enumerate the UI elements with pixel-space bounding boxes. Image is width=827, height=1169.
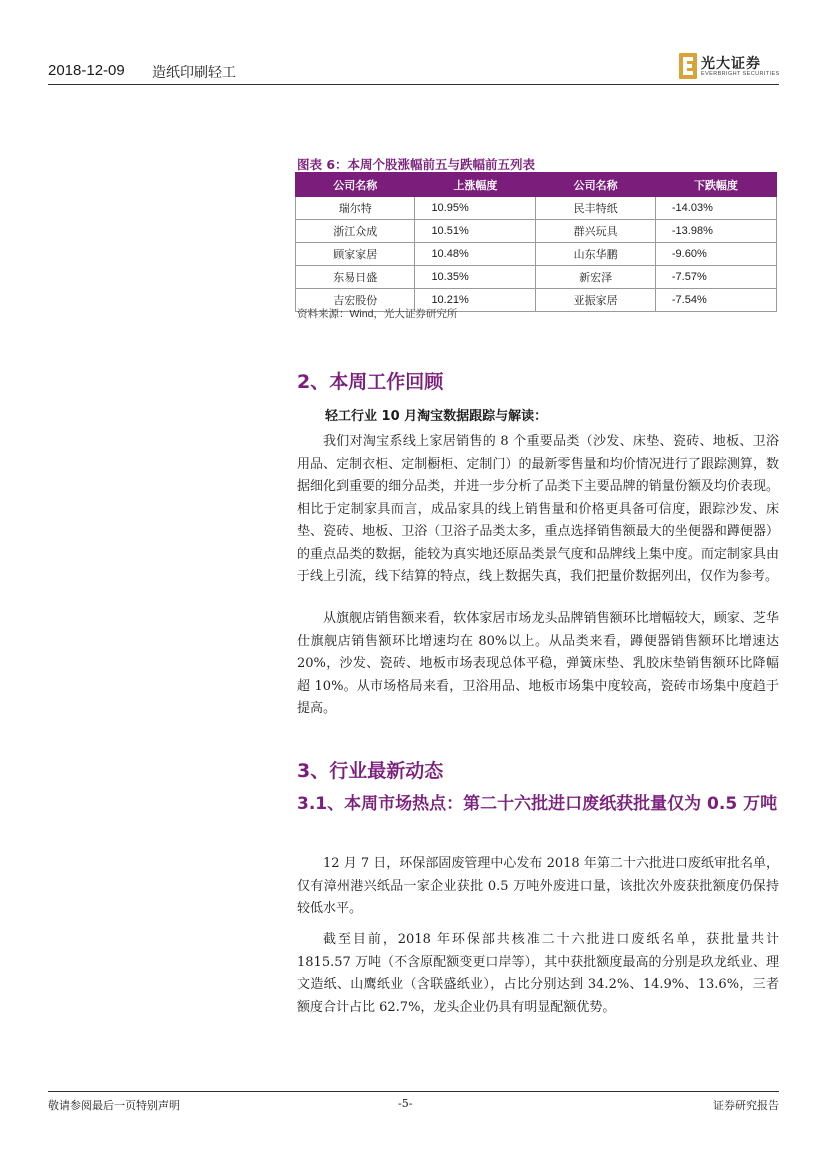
header-divider xyxy=(48,84,779,85)
table-row xyxy=(296,220,777,243)
page-number: -5- xyxy=(398,1097,413,1110)
source-value: Wind xyxy=(349,308,374,320)
company-logo xyxy=(679,52,779,82)
source-suffix: ，光大证券研究所 xyxy=(373,308,458,320)
gainer-name: 浙江众成 xyxy=(296,220,415,243)
footer-disclaimer: 敬请参阅最后一页特别声明 xyxy=(48,1099,180,1112)
loser-change: -7.57% xyxy=(655,266,776,289)
loser-change: -9.60% xyxy=(655,243,776,266)
section-3-paragraph-1: 12 月 7 日，环保部固废管理中心发布 2018 年第二十六批进口废纸审批名单，仅有漳州港兴纸品一家企业获批 0.5 万吨外废进口量，该批次外废获批额度仍保持较低水平。 xyxy=(297,856,779,916)
header-date: 2018-12-09 xyxy=(48,62,125,79)
everbright-logo-icon xyxy=(679,53,697,79)
section-3-heading: 3、行业最新动态 xyxy=(297,760,444,782)
col-header-company: 公司名称 xyxy=(296,173,415,197)
section-2-subheading: 轻工行业 10 月淘宝数据跟踪与解读： xyxy=(325,409,548,424)
figure-title: 图表 6：本周个股涨幅前五与跌幅前五列表 xyxy=(297,157,536,172)
table-row xyxy=(296,266,777,289)
loser-name: 山东华鹏 xyxy=(536,243,655,266)
section-3-1-heading: 3.1、本周市场热点：第二十六批进口废纸获批量仅为 0.5 万吨 xyxy=(297,794,778,814)
page-header xyxy=(48,58,779,84)
gainer-name: 瑞尔特 xyxy=(296,197,415,220)
footer-divider xyxy=(48,1091,779,1092)
table-row xyxy=(296,197,777,220)
figure-source xyxy=(297,306,457,321)
loser-name: 群兴玩具 xyxy=(536,220,655,243)
gainer-change: 10.51% xyxy=(415,220,536,243)
footer-report-type: 证券研究报告 xyxy=(713,1099,779,1112)
gainer-change: 10.35% xyxy=(415,266,536,289)
header-category: 造纸印刷轻工 xyxy=(152,65,236,81)
logo-name: 光大证券 xyxy=(701,56,761,72)
table-row xyxy=(296,243,777,266)
gainer-name: 吉宏股份 xyxy=(296,289,415,312)
col-header-loss: 下跌幅度 xyxy=(655,173,776,197)
loser-change: -13.98% xyxy=(655,220,776,243)
loser-name: 民丰特纸 xyxy=(536,197,655,220)
section-2-paragraph-2: 从旗舰店销售额来看，软体家居市场龙头品牌销售额环比增幅较大，顾家、芝华仕旗舰店销售额环比增速均在 80%以上。从品类来看，蹲便器销售额环比增速达 20%，沙发、瓷砖、地板市场表现总体平稳，弹簧床垫、乳胶床垫销售额环比降幅超 10%。从市场格局来看，卫浴用品、地板市场集中度较高，瓷砖市场集中度趋于提高。 xyxy=(297,611,779,716)
loser-change: -14.03% xyxy=(655,197,776,220)
section-2-paragraph-1: 我们对淘宝系线上家居销售的 8 个重要品类（沙发、床垫、瓷砖、地板、卫浴用品、定制衣柜、定制橱柜、定制门）的最新零售量和均价情况进行了跟踪测算，数据细化到重要的细分品类，并进一步分析了品类下主要品牌的销量份额及均价表现。相比于定制家具而言，成品家具的线上销售量和价格更具备可信度，跟踪沙发、床垫、瓷砖、地板、卫浴（卫浴子品类太多，重点选择销售额最大的坐便器和蹲便器）的重点品类的数据，能较为真实地还原品类景气度和品牌线上集中度。而定制家具由于线上引流，线下结算的特点，线上数据失真，我们把量价数据列出，仅作为参考。 xyxy=(297,434,779,584)
gainer-name: 顾家家居 xyxy=(296,243,415,266)
gainer-change: 10.95% xyxy=(415,197,536,220)
loser-name: 新宏泽 xyxy=(536,266,655,289)
loser-name: 亚振家居 xyxy=(536,289,655,312)
source-prefix: 资料来源： xyxy=(297,308,350,320)
gainer-change: 10.21% xyxy=(415,289,536,312)
section-2-heading: 2、本周工作回顾 xyxy=(297,371,444,393)
gainer-name: 东易日盛 xyxy=(296,266,415,289)
gainer-change: 10.48% xyxy=(415,243,536,266)
logo-name-en: EVERBRIGHT SECURITIES xyxy=(701,71,780,77)
section-3-paragraph-2: 截至目前，2018 年环保部共核准二十六批进口废纸名单，获批量共计 1815.57 万吨（不含原配额变更口岸等），其中获批额度最高的分别是玖龙纸业、理文造纸、山鹰纸业（含联盛纸业），占比分别达到 34.2%、14.9%、13.6%，三者额度合计占比 62.7%，龙头企业仍具有明显配额优势。 xyxy=(297,932,779,1015)
col-header-gain: 上涨幅度 xyxy=(415,173,536,197)
stock-movers-table xyxy=(295,172,777,312)
table-header-row xyxy=(296,173,777,197)
col-header-company: 公司名称 xyxy=(536,173,655,197)
loser-change: -7.54% xyxy=(655,289,776,312)
